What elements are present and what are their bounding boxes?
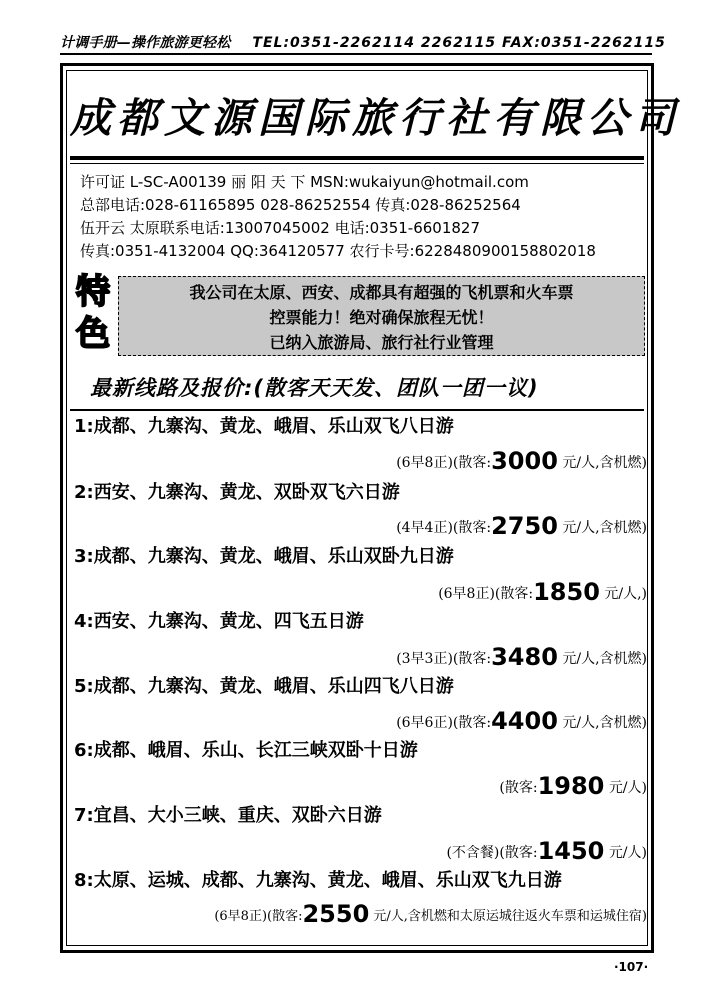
- hq-phone-line: 总部电话:028-61165895 028-86252554 传真:028-86252564: [80, 196, 521, 214]
- route-price: [396, 511, 647, 543]
- feature-line: 控票能力！绝对确保旅程无忧！: [269, 308, 494, 327]
- price-value: 1850: [533, 578, 600, 606]
- route-price: [499, 771, 647, 803]
- feature-char-se: 色: [76, 314, 110, 354]
- price-prefix: (6早8正)(散客:: [214, 909, 303, 924]
- page-number: ·107·: [614, 960, 649, 974]
- license-line: 许可证 L-SC-A00139 丽 阳 天 下 MSN:wukaiyun@hotmail.com: [80, 173, 529, 191]
- divider: [70, 163, 644, 164]
- price-suffix: 元/人,含机燃): [562, 455, 647, 471]
- route-price: [438, 577, 647, 609]
- divider: [70, 409, 644, 411]
- route-name: 8:太原、运城、成都、九寨沟、黄龙、峨眉、乐山双飞九日游: [74, 870, 562, 891]
- route-name: 6:成都、峨眉、乐山、长江三峡双卧十日游: [74, 740, 418, 761]
- price-value: 1450: [537, 837, 605, 865]
- page-header: [60, 33, 666, 55]
- route-price: [396, 706, 647, 738]
- price-value: 2550: [302, 900, 370, 928]
- contact-line: 伍开云 太原联系电话:13007045002 电话:0351-6601827: [80, 219, 481, 237]
- feature-box: [118, 276, 645, 356]
- fax-qq-line: 传真:0351-4132004 QQ:364120577 农行卡号:6228480900158802018: [80, 242, 596, 260]
- price-suffix: 元/人,含机燃): [562, 651, 647, 667]
- route-name: 5:成都、九寨沟、黄龙、峨眉、乐山四飞八日游: [74, 676, 454, 697]
- feature-line: 已纳入旅游局、旅行社行业管理: [269, 333, 494, 352]
- feature-line: 我公司在太原、西安、成都具有超强的飞机票和火车票: [189, 283, 574, 302]
- price-value: 3000: [491, 447, 558, 475]
- price-suffix: 元/人,): [604, 586, 647, 602]
- route-price: [396, 446, 647, 478]
- price-value: 1980: [537, 772, 605, 800]
- route-price: [396, 642, 647, 674]
- feature-char-te: 特: [76, 272, 110, 312]
- price-suffix: 元/人,含机燃): [562, 715, 647, 731]
- route-name: 3:成都、九寨沟、黄龙、峨眉、乐山双卧九日游: [74, 546, 454, 567]
- price-suffix: 元/人,含机燃): [562, 520, 647, 536]
- price-prefix: (不含餐)(散客:: [446, 845, 538, 861]
- price-prefix: (散客:: [499, 780, 538, 796]
- route-price: [446, 836, 647, 868]
- section-title: 最新线路及报价:(散客天天发、团队一团一议): [90, 376, 539, 400]
- route-name: 7:宜昌、大小三峡、重庆、双卧六日游: [74, 805, 382, 826]
- price-value: 2750: [491, 512, 558, 540]
- route-name: 1:成都、九寨沟、黄龙、峨眉、乐山双飞八日游: [74, 416, 454, 437]
- price-prefix: (6早6正)(散客:: [396, 715, 492, 731]
- route-name: 4:西安、九寨沟、黄龙、四飞五日游: [74, 611, 364, 632]
- price-prefix: (3早3正)(散客:: [396, 651, 492, 667]
- price-prefix: (6早8正)(散客:: [438, 586, 534, 602]
- header-contact: TEL:0351-2262114 2262115 FAX:0351-2262115: [252, 35, 666, 51]
- price-value: 4400: [491, 707, 558, 735]
- price-suffix: 元/人): [608, 780, 647, 796]
- price-suffix: 元/人,含机燃和太原运城往返火车票和运城住宿): [373, 909, 647, 924]
- price-value: 3480: [491, 643, 558, 671]
- route-price: [214, 899, 647, 932]
- price-prefix: (6早8正)(散客:: [396, 455, 492, 471]
- price-prefix: (4早4正)(散客:: [396, 520, 492, 536]
- header-slogan: 计调手册—操作旅游更轻松: [60, 35, 231, 51]
- route-name: 2:西安、九寨沟、黄龙、双卧双飞六日游: [74, 482, 400, 503]
- company-name: 成都文源国际旅行社有限公司: [70, 94, 681, 142]
- divider: [70, 156, 644, 160]
- price-suffix: 元/人): [608, 845, 647, 861]
